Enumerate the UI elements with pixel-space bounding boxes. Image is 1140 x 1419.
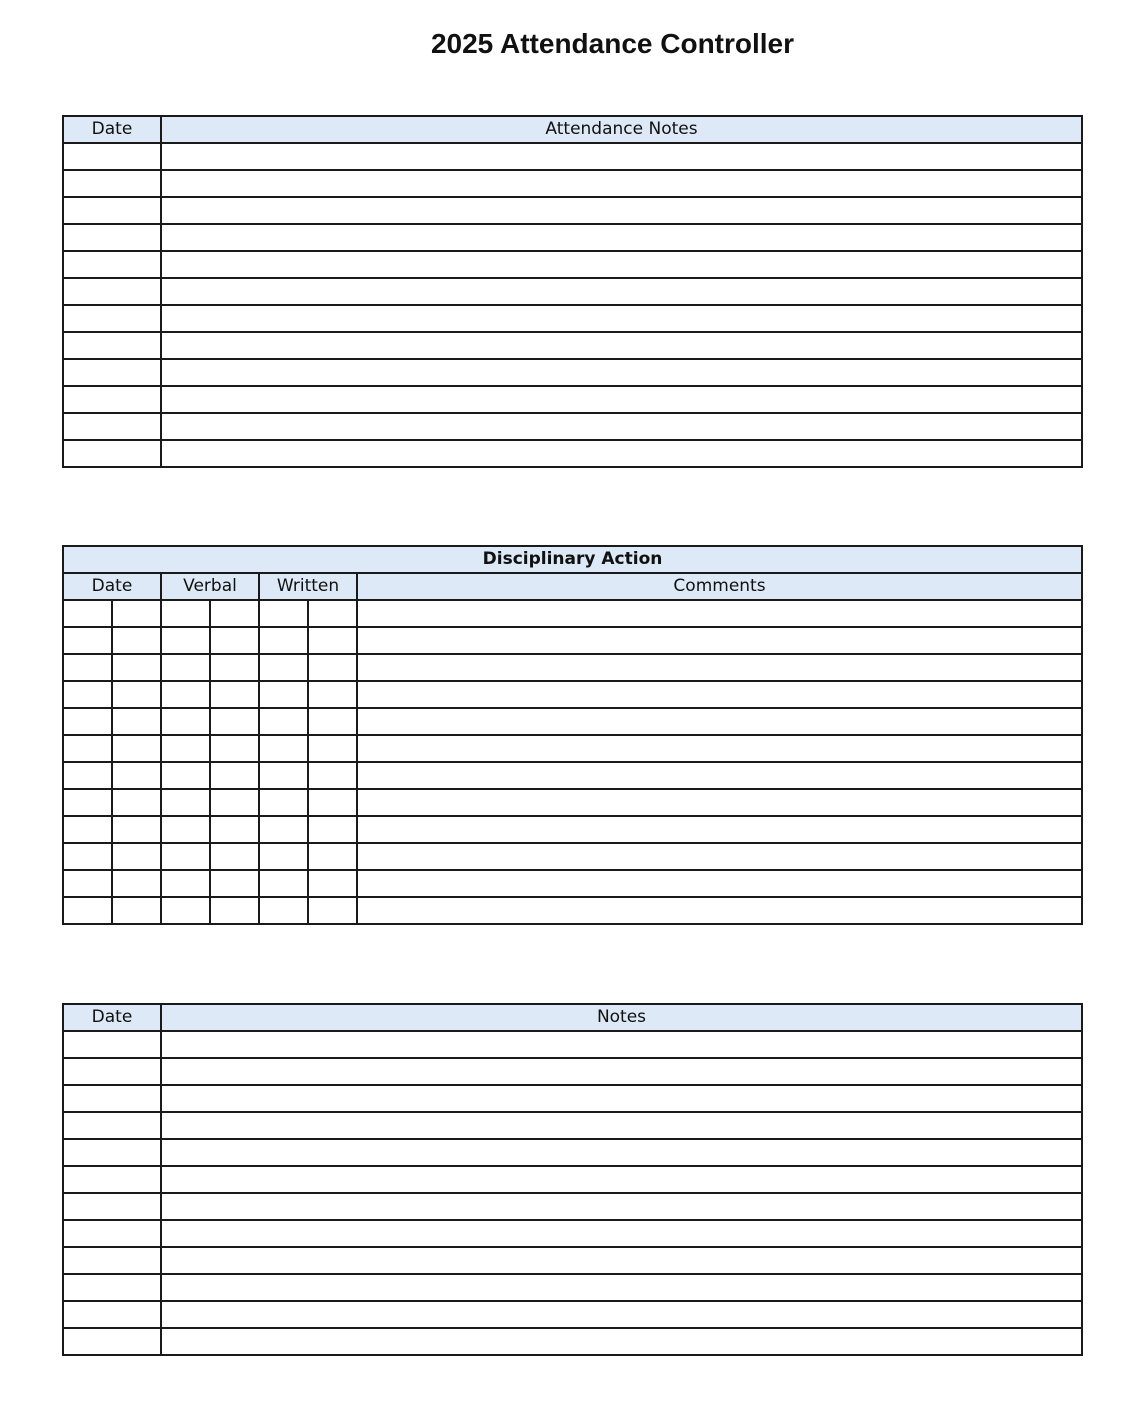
notes-date-cell[interactable] bbox=[63, 1301, 161, 1328]
attendance-notes-cell[interactable] bbox=[161, 197, 1082, 224]
notes-notes-cell[interactable] bbox=[161, 1031, 1082, 1058]
attendance-row bbox=[63, 305, 1082, 332]
disciplinary-written-b-cell[interactable] bbox=[308, 897, 357, 924]
attendance-row bbox=[63, 224, 1082, 251]
attendance-notes-table bbox=[62, 115, 1083, 468]
notes-row bbox=[63, 1112, 1082, 1139]
disciplinary-row bbox=[63, 897, 1082, 924]
disciplinary-row bbox=[63, 735, 1082, 762]
disciplinary-verbal-b-cell[interactable] bbox=[210, 762, 259, 789]
disciplinary-verbal-b-cell[interactable] bbox=[210, 789, 259, 816]
notes-notes-cell[interactable] bbox=[161, 1058, 1082, 1085]
notes-notes-cell[interactable] bbox=[161, 1328, 1082, 1355]
disciplinary-comments-cell[interactable] bbox=[357, 681, 1082, 708]
disciplinary-written-a-cell[interactable] bbox=[259, 735, 308, 762]
disciplinary-comments-cell[interactable] bbox=[357, 627, 1082, 654]
attendance-notes-cell[interactable] bbox=[161, 440, 1082, 467]
disciplinary-date-a-cell[interactable] bbox=[63, 762, 112, 789]
attendance-notes-header: Attendance Notes bbox=[161, 116, 1082, 143]
notes-date-cell[interactable] bbox=[63, 1193, 161, 1220]
notes-date-header: Date bbox=[63, 1004, 161, 1031]
disciplinary-row bbox=[63, 762, 1082, 789]
disciplinary-verbal-a-cell[interactable] bbox=[161, 816, 210, 843]
notes-notes-cell[interactable] bbox=[161, 1301, 1082, 1328]
attendance-date-cell[interactable] bbox=[63, 359, 161, 386]
attendance-header-row bbox=[63, 116, 1082, 143]
disciplinary-row bbox=[63, 627, 1082, 654]
attendance-notes-cell[interactable] bbox=[161, 332, 1082, 359]
disciplinary-verbal-a-cell[interactable] bbox=[161, 627, 210, 654]
disciplinary-written-b-cell[interactable] bbox=[308, 627, 357, 654]
notes-date-cell[interactable] bbox=[63, 1328, 161, 1355]
disciplinary-date-a-cell[interactable] bbox=[63, 600, 112, 627]
disciplinary-verbal-b-cell[interactable] bbox=[210, 600, 259, 627]
disciplinary-verbal-b-cell[interactable] bbox=[210, 816, 259, 843]
notes-notes-cell[interactable] bbox=[161, 1274, 1082, 1301]
notes-date-cell[interactable] bbox=[63, 1166, 161, 1193]
attendance-notes-cell[interactable] bbox=[161, 170, 1082, 197]
attendance-notes-cell[interactable] bbox=[161, 278, 1082, 305]
disciplinary-written-b-cell[interactable] bbox=[308, 654, 357, 681]
disciplinary-comments-cell[interactable] bbox=[357, 708, 1082, 735]
disciplinary-date-a-cell[interactable] bbox=[63, 789, 112, 816]
attendance-date-cell[interactable] bbox=[63, 170, 161, 197]
disciplinary-date-a-cell[interactable] bbox=[63, 843, 112, 870]
disciplinary-comments-cell[interactable] bbox=[357, 843, 1082, 870]
disciplinary-date-b-cell[interactable] bbox=[112, 627, 161, 654]
disciplinary-row bbox=[63, 708, 1082, 735]
disciplinary-comments-cell[interactable] bbox=[357, 654, 1082, 681]
attendance-date-cell[interactable] bbox=[63, 224, 161, 251]
disciplinary-date-b-cell[interactable] bbox=[112, 789, 161, 816]
attendance-row bbox=[63, 386, 1082, 413]
attendance-date-cell[interactable] bbox=[63, 251, 161, 278]
disciplinary-date-a-cell[interactable] bbox=[63, 654, 112, 681]
attendance-notes-cell[interactable] bbox=[161, 305, 1082, 332]
disciplinary-date-b-cell[interactable] bbox=[112, 681, 161, 708]
disciplinary-written-b-cell[interactable] bbox=[308, 708, 357, 735]
disciplinary-date-a-cell[interactable] bbox=[63, 681, 112, 708]
disciplinary-written-a-cell[interactable] bbox=[259, 870, 308, 897]
attendance-date-cell[interactable] bbox=[63, 278, 161, 305]
disciplinary-verbal-a-cell[interactable] bbox=[161, 681, 210, 708]
notes-notes-cell[interactable] bbox=[161, 1139, 1082, 1166]
disciplinary-written-a-cell[interactable] bbox=[259, 897, 308, 924]
notes-row bbox=[63, 1139, 1082, 1166]
disciplinary-verbal-b-cell[interactable] bbox=[210, 897, 259, 924]
disciplinary-written-b-cell[interactable] bbox=[308, 870, 357, 897]
disciplinary-date-a-cell[interactable] bbox=[63, 735, 112, 762]
notes-row bbox=[63, 1301, 1082, 1328]
disciplinary-date-b-cell[interactable] bbox=[112, 762, 161, 789]
disciplinary-comments-header: Comments bbox=[357, 573, 1082, 600]
disciplinary-comments-cell[interactable] bbox=[357, 600, 1082, 627]
disciplinary-comments-cell[interactable] bbox=[357, 789, 1082, 816]
disciplinary-row bbox=[63, 870, 1082, 897]
attendance-row bbox=[63, 440, 1082, 467]
attendance-date-cell[interactable] bbox=[63, 143, 161, 170]
attendance-date-cell[interactable] bbox=[63, 413, 161, 440]
disciplinary-written-a-cell[interactable] bbox=[259, 600, 308, 627]
disciplinary-written-b-cell[interactable] bbox=[308, 600, 357, 627]
disciplinary-date-b-cell[interactable] bbox=[112, 843, 161, 870]
attendance-row bbox=[63, 278, 1082, 305]
disciplinary-verbal-b-cell[interactable] bbox=[210, 654, 259, 681]
attendance-row bbox=[63, 332, 1082, 359]
notes-row bbox=[63, 1220, 1082, 1247]
notes-date-cell[interactable] bbox=[63, 1247, 161, 1274]
disciplinary-verbal-a-cell[interactable] bbox=[161, 654, 210, 681]
notes-row bbox=[63, 1058, 1082, 1085]
disciplinary-row bbox=[63, 816, 1082, 843]
disciplinary-verbal-a-cell[interactable] bbox=[161, 897, 210, 924]
notes-notes-cell[interactable] bbox=[161, 1112, 1082, 1139]
disciplinary-verbal-a-cell[interactable] bbox=[161, 600, 210, 627]
disciplinary-verbal-b-cell[interactable] bbox=[210, 843, 259, 870]
attendance-notes-cell[interactable] bbox=[161, 224, 1082, 251]
disciplinary-date-b-cell[interactable] bbox=[112, 600, 161, 627]
disciplinary-written-a-cell[interactable] bbox=[259, 654, 308, 681]
disciplinary-written-a-cell[interactable] bbox=[259, 708, 308, 735]
attendance-notes-cell[interactable] bbox=[161, 386, 1082, 413]
disciplinary-section-row bbox=[63, 546, 1082, 573]
notes-date-cell[interactable] bbox=[63, 1139, 161, 1166]
disciplinary-date-b-cell[interactable] bbox=[112, 708, 161, 735]
disciplinary-comments-cell[interactable] bbox=[357, 735, 1082, 762]
disciplinary-date-b-cell[interactable] bbox=[112, 654, 161, 681]
notes-row bbox=[63, 1328, 1082, 1355]
notes-row bbox=[63, 1193, 1082, 1220]
disciplinary-written-b-cell[interactable] bbox=[308, 843, 357, 870]
attendance-notes-cell[interactable] bbox=[161, 251, 1082, 278]
notes-header-row bbox=[63, 1004, 1082, 1031]
attendance-date-cell[interactable] bbox=[63, 332, 161, 359]
disciplinary-verbal-b-cell[interactable] bbox=[210, 735, 259, 762]
disciplinary-date-b-cell[interactable] bbox=[112, 735, 161, 762]
disciplinary-date-a-cell[interactable] bbox=[63, 627, 112, 654]
notes-date-cell[interactable] bbox=[63, 1220, 161, 1247]
disciplinary-written-a-cell[interactable] bbox=[259, 816, 308, 843]
disciplinary-verbal-a-cell[interactable] bbox=[161, 708, 210, 735]
disciplinary-comments-cell[interactable] bbox=[357, 762, 1082, 789]
notes-notes-cell[interactable] bbox=[161, 1247, 1082, 1274]
disciplinary-verbal-a-cell[interactable] bbox=[161, 789, 210, 816]
notes-row bbox=[63, 1274, 1082, 1301]
disciplinary-verbal-header: Verbal bbox=[161, 573, 259, 600]
disciplinary-date-a-cell[interactable] bbox=[63, 897, 112, 924]
disciplinary-row bbox=[63, 681, 1082, 708]
disciplinary-written-a-cell[interactable] bbox=[259, 627, 308, 654]
disciplinary-verbal-b-cell[interactable] bbox=[210, 708, 259, 735]
disciplinary-written-b-cell[interactable] bbox=[308, 789, 357, 816]
disciplinary-date-b-cell[interactable] bbox=[112, 870, 161, 897]
notes-notes-cell[interactable] bbox=[161, 1193, 1082, 1220]
notes-date-cell[interactable] bbox=[63, 1112, 161, 1139]
disciplinary-header-row bbox=[63, 573, 1082, 600]
page-title: 2025 Attendance Controller bbox=[430, 28, 795, 59]
disciplinary-date-b-cell[interactable] bbox=[112, 816, 161, 843]
disciplinary-section-title: Disciplinary Action bbox=[63, 546, 1082, 573]
disciplinary-verbal-b-cell[interactable] bbox=[210, 681, 259, 708]
attendance-row bbox=[63, 413, 1082, 440]
disciplinary-verbal-b-cell[interactable] bbox=[210, 627, 259, 654]
attendance-date-cell[interactable] bbox=[63, 197, 161, 224]
attendance-date-header: Date bbox=[63, 116, 161, 143]
disciplinary-comments-cell[interactable] bbox=[357, 870, 1082, 897]
attendance-date-cell[interactable] bbox=[63, 440, 161, 467]
disciplinary-verbal-a-cell[interactable] bbox=[161, 870, 210, 897]
disciplinary-verbal-a-cell[interactable] bbox=[161, 735, 210, 762]
notes-row bbox=[63, 1085, 1082, 1112]
attendance-notes-cell[interactable] bbox=[161, 359, 1082, 386]
disciplinary-written-a-cell[interactable] bbox=[259, 681, 308, 708]
notes-notes-cell[interactable] bbox=[161, 1085, 1082, 1112]
disciplinary-written-a-cell[interactable] bbox=[259, 843, 308, 870]
notes-table bbox=[62, 1003, 1083, 1356]
disciplinary-written-b-cell[interactable] bbox=[308, 681, 357, 708]
attendance-date-cell[interactable] bbox=[63, 386, 161, 413]
disciplinary-verbal-a-cell[interactable] bbox=[161, 843, 210, 870]
notes-row bbox=[63, 1247, 1082, 1274]
notes-date-cell[interactable] bbox=[63, 1274, 161, 1301]
attendance-notes-cell[interactable] bbox=[161, 143, 1082, 170]
attendance-table-body bbox=[63, 143, 1082, 467]
attendance-row bbox=[63, 251, 1082, 278]
disciplinary-table-body bbox=[63, 600, 1082, 924]
notes-date-cell[interactable] bbox=[63, 1085, 161, 1112]
disciplinary-written-b-cell[interactable] bbox=[308, 816, 357, 843]
disciplinary-row bbox=[63, 843, 1082, 870]
attendance-row bbox=[63, 197, 1082, 224]
disciplinary-comments-cell[interactable] bbox=[357, 897, 1082, 924]
notes-table-body bbox=[63, 1031, 1082, 1355]
disciplinary-date-b-cell[interactable] bbox=[112, 897, 161, 924]
notes-date-cell[interactable] bbox=[63, 1031, 161, 1058]
attendance-row bbox=[63, 359, 1082, 386]
disciplinary-row bbox=[63, 600, 1082, 627]
notes-notes-cell[interactable] bbox=[161, 1166, 1082, 1193]
disciplinary-verbal-a-cell[interactable] bbox=[161, 762, 210, 789]
disciplinary-date-a-cell[interactable] bbox=[63, 708, 112, 735]
disciplinary-date-a-cell[interactable] bbox=[63, 816, 112, 843]
disciplinary-row bbox=[63, 789, 1082, 816]
disciplinary-written-b-cell[interactable] bbox=[308, 762, 357, 789]
disciplinary-date-a-cell[interactable] bbox=[63, 870, 112, 897]
disciplinary-date-header: Date bbox=[63, 573, 161, 600]
disciplinary-verbal-b-cell[interactable] bbox=[210, 870, 259, 897]
disciplinary-action-table bbox=[62, 545, 1083, 925]
disciplinary-row bbox=[63, 654, 1082, 681]
attendance-date-cell[interactable] bbox=[63, 305, 161, 332]
disciplinary-written-b-cell[interactable] bbox=[308, 735, 357, 762]
disciplinary-comments-cell[interactable] bbox=[357, 816, 1082, 843]
disciplinary-written-a-cell[interactable] bbox=[259, 789, 308, 816]
disciplinary-written-header: Written bbox=[259, 573, 357, 600]
notes-row bbox=[63, 1166, 1082, 1193]
disciplinary-written-a-cell[interactable] bbox=[259, 762, 308, 789]
attendance-row bbox=[63, 170, 1082, 197]
attendance-row bbox=[63, 143, 1082, 170]
attendance-notes-cell[interactable] bbox=[161, 413, 1082, 440]
notes-row bbox=[63, 1031, 1082, 1058]
notes-notes-header: Notes bbox=[161, 1004, 1082, 1031]
notes-notes-cell[interactable] bbox=[161, 1220, 1082, 1247]
notes-date-cell[interactable] bbox=[63, 1058, 161, 1085]
